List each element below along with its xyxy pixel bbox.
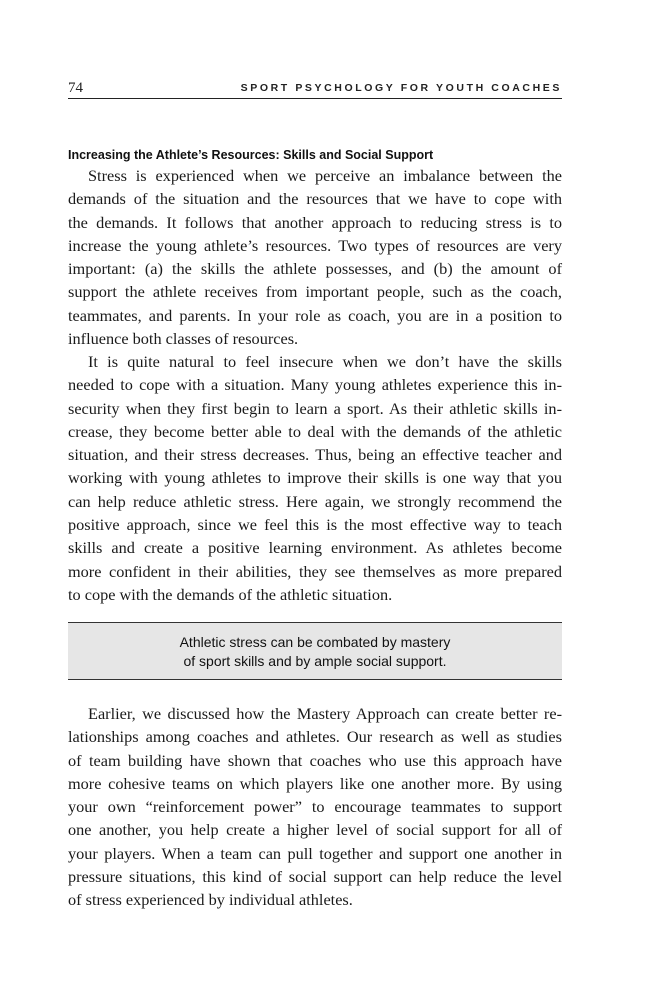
text-line: more confident in their abilities, they see themselves as more prepared [68, 561, 562, 581]
text-line: to cope with the demands of the athletic situation. [68, 584, 393, 604]
text-line: needed to cope with a situation. Many young athletes experience this in- [68, 375, 562, 395]
text-line: It is quite natural to feel insecure when we don’t have the skills [88, 352, 562, 371]
text-line: influence both classes of resources. [68, 329, 299, 349]
page-header [68, 80, 562, 99]
text-line: the demands. It follows that another approach to reducing stress is to [68, 212, 562, 232]
text-line: important: (a) the skills the athlete possesses, and (b) the amount of [68, 259, 562, 279]
text-line: your own “reinforcement power” to encourage teammates to support [68, 797, 562, 817]
section-heading: Increasing the Athlete’s Resources: Skills and Social Support [68, 148, 434, 162]
text-line: pressure situations, this kind of social support can help reduce the level [68, 867, 562, 887]
body-paragraph-1 [68, 164, 562, 350]
text-line: positive approach, since we feel this is the most effective way to teach [68, 515, 562, 535]
body-paragraph-2 [68, 350, 562, 606]
body-paragraph-3 [68, 702, 562, 912]
text-line: support the athlete receives from important people, such as the coach, [68, 282, 562, 302]
text-line: your players. When a team can pull together and support one another in [68, 843, 562, 863]
pull-quote-text [68, 633, 562, 671]
text-line: of stress experienced by individual athletes. [68, 890, 353, 910]
pull-quote-line: Athletic stress can be combated by mastery [179, 634, 451, 650]
text-line: one another, you help create a higher level of social support for all of [68, 820, 562, 840]
running-head: SPORT PSYCHOLOGY FOR YOUTH COACHES [240, 82, 562, 94]
text-line: more cohesive teams on which players like one another more. By using [68, 773, 562, 793]
text-line: teammates, and parents. In your role as coach, you are in a position to [68, 305, 562, 325]
text-line: of team building have shown that coaches who use this approach have [68, 750, 562, 770]
text-line: Stress is experienced when we perceive an imbalance between the [88, 166, 562, 185]
text-line: skills and create a positive learning environment. As athletes become [68, 538, 562, 558]
text-line: situation, and their stress decreases. Thus, being an effective teacher and [68, 445, 562, 465]
pull-quote-box [68, 622, 562, 680]
pull-quote-line: of sport skills and by ample social support. [183, 653, 447, 669]
text-line: increase the young athlete’s resources. Two types of resources are very [68, 235, 562, 255]
text-line: lationships among coaches and athletes. Our research as well as studies [68, 727, 562, 747]
text-line: demands of the situation and the resources that we have to cope with [68, 189, 562, 209]
page-number: 74 [68, 80, 83, 96]
text-line: Earlier, we discussed how the Mastery Approach can create better re- [88, 704, 562, 723]
text-line: can help reduce athletic stress. Here again, we strongly recommend the [68, 491, 562, 511]
text-line: working with young athletes to improve their skills is one way that you [68, 468, 562, 488]
text-line: crease, they become better able to deal with the demands of the athletic [68, 421, 562, 441]
text-line: security when they first begin to learn a sport. As their athletic skills in- [68, 398, 562, 418]
